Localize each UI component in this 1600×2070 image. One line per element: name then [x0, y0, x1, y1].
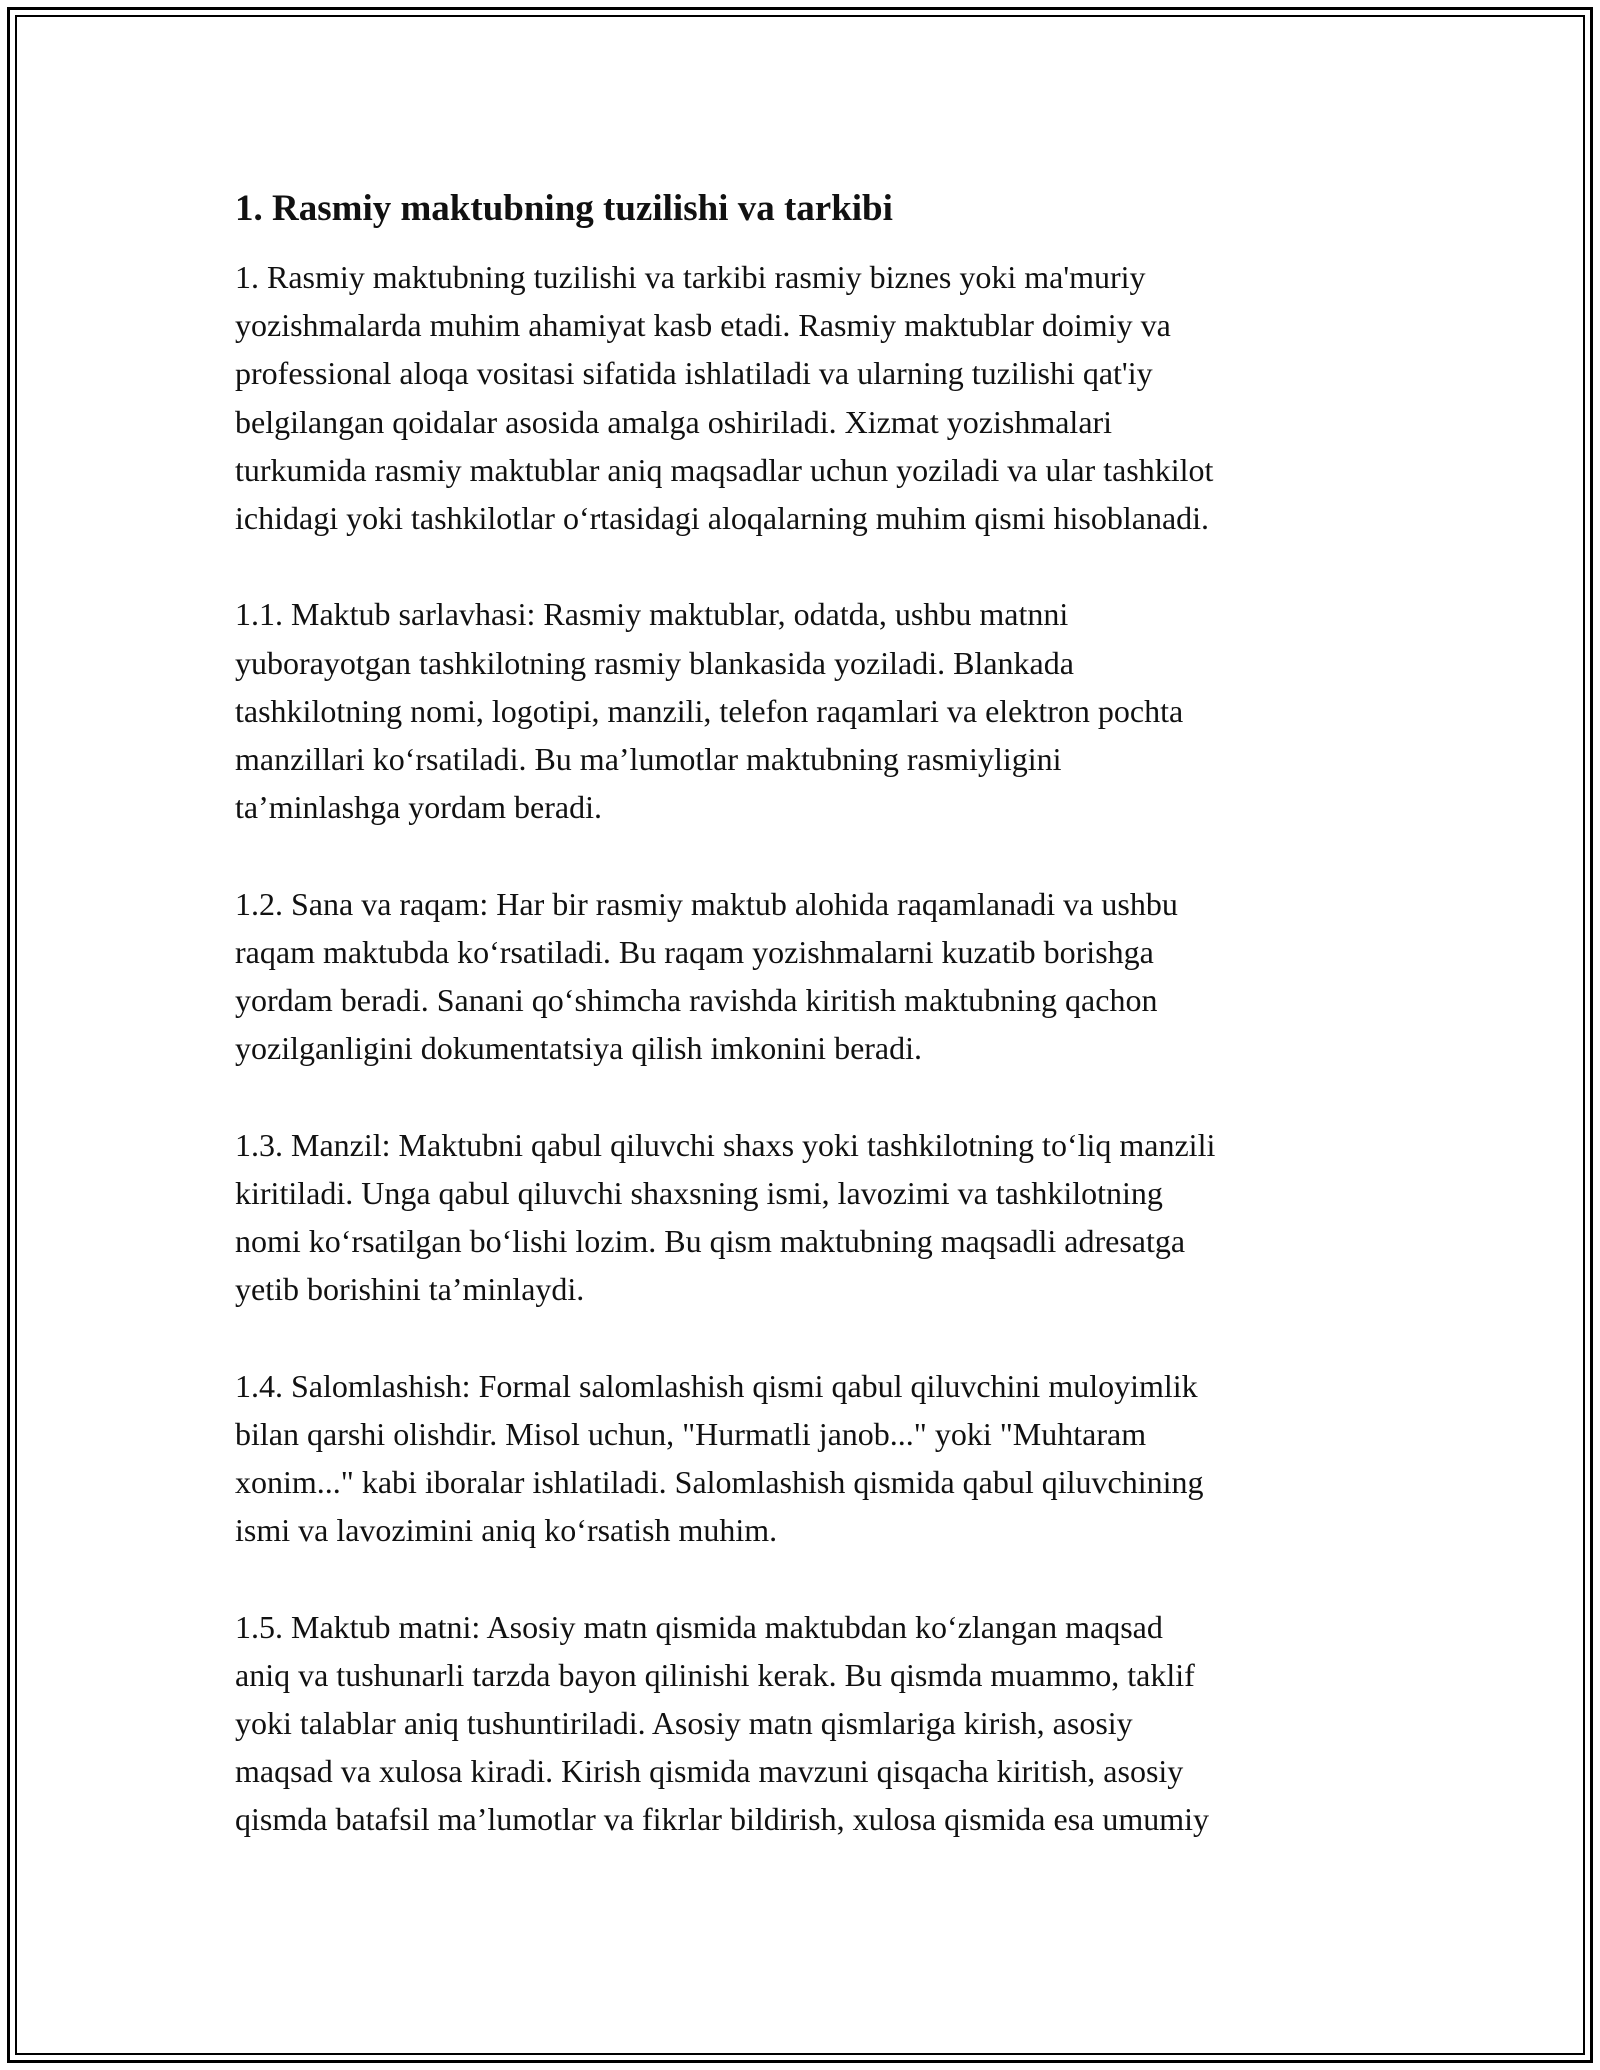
paragraph-line: yuborayotgan tashkilotning rasmiy blankasida yoziladi. Blankada — [235, 644, 1074, 681]
paragraph-line: 1.4. Salomlashish: Formal salomlashish qismi qabul qiluvchini muloyimlik — [235, 1367, 1198, 1404]
paragraph — [235, 880, 1365, 1073]
paragraph-spacer — [235, 831, 1365, 879]
paragraph-line: 1.5. Maktub matni: Asosiy matn qismida maktubdan ko‘zlangan maqsad — [235, 1608, 1163, 1645]
paragraph-line: ichidagi yoki tashkilotlar o‘rtasidagi aloqalarning muhim qismi hisoblanadi. — [235, 500, 1210, 537]
paragraph-line: ismi va lavozimini aniq ko‘rsatish muhim. — [235, 1512, 778, 1549]
paragraph-line: 1. Rasmiy maktubning tuzilishi va tarkibi rasmiy biznes yoki ma'muriy — [235, 259, 1146, 295]
paragraph-line: yoki talablar aniq tushuntiriladi. Asosiy matn qismlariga kirish, asosiy — [235, 1705, 1133, 1742]
paragraph-list — [235, 253, 1365, 1844]
paragraph-line: tashkilotning nomi, logotipi, manzili, telefon raqamlari va elektron pochta — [235, 692, 1184, 729]
paragraph-line: ta’minlashga yordam beradi. — [235, 789, 602, 826]
paragraph-line: turkumida rasmiy maktublar aniq maqsadlar uchun yoziladi va ular tashkilot — [235, 451, 1214, 488]
paragraph-line: 1.1. Maktub sarlavhasi: Rasmiy maktublar, odatda, ushbu matnni — [235, 596, 1069, 633]
paragraph-line: maqsad va xulosa kiradi. Kirish qismida mavzuni qisqacha kiritish, asosiy — [235, 1753, 1184, 1790]
paragraph-line: yordam beradi. Sanani qo‘shimcha ravishda kiritish maktubning qachon — [235, 982, 1158, 1019]
paragraph — [235, 1603, 1365, 1844]
paragraph-line: 1.2. Sana va raqam: Har bir rasmiy maktub alohida raqamlanadi va ushbu — [235, 885, 1178, 922]
paragraph-line: yozilganligini dokumentatsiya qilish imkonini beradi. — [235, 1030, 923, 1067]
paragraph — [235, 1121, 1365, 1314]
paragraph-line: xonim..." kabi iboralar ishlatiladi. Salomlashish qismida qabul qiluvchining — [235, 1464, 1204, 1501]
paragraph-spacer — [235, 1313, 1365, 1361]
paragraph-line: nomi ko‘rsatilgan bo‘lishi lozim. Bu qism maktubning maqsadli adresatga — [235, 1223, 1186, 1260]
paragraph-spacer — [235, 1072, 1365, 1120]
paragraph-line: qismda batafsil ma’lumotlar va fikrlar bildirish, xulosa qismida esa umumiy — [235, 1801, 1210, 1838]
paragraph-line: bilan qarshi olishdir. Misol uchun, "Hurmatli janob..." yoki "Muhtaram — [235, 1415, 1147, 1452]
document-title: 1. Rasmiy maktubning tuzilishi va tarkibi — [235, 188, 893, 229]
paragraph-line: kiritiladi. Unga qabul qiluvchi shaxsning ismi, lavozimi va tashkilotning — [235, 1174, 1163, 1211]
paragraph-line: aniq va tushunarli tarzda bayon qilinishi kerak. Bu qismda muammo, taklif — [235, 1656, 1195, 1693]
paragraph-spacer — [235, 1554, 1365, 1602]
paragraph-line: manzillari ko‘rsatiladi. Bu ma’lumotlar maktubning rasmiyligini — [235, 741, 1062, 778]
paragraph-line: yozishmalarda muhim ahamiyat kasb etadi. Rasmiy maktublar doimiy va — [235, 307, 1171, 344]
paragraph — [235, 590, 1365, 831]
paragraph — [235, 1362, 1365, 1555]
paragraph-line: professional aloqa vositasi sifatida ishlatiladi va ularning tuzilishi qat'iy — [235, 355, 1153, 392]
paragraph-spacer — [235, 542, 1365, 590]
paragraph — [235, 253, 1365, 542]
paragraph-line: belgilangan qoidalar asosida amalga oshiriladi. Xizmat yozishmalari — [235, 403, 1113, 440]
paragraph-line: 1.3. Manzil: Maktubni qabul qiluvchi shaxs yoki tashkilotning to‘liq manzili — [235, 1126, 1216, 1163]
paragraph-line: raqam maktubda ko‘rsatiladi. Bu raqam yozishmalarni kuzatib borishga — [235, 933, 1154, 970]
paragraph-line: yetib borishini ta’minlaydi. — [235, 1271, 585, 1308]
document-body — [235, 185, 1365, 1844]
